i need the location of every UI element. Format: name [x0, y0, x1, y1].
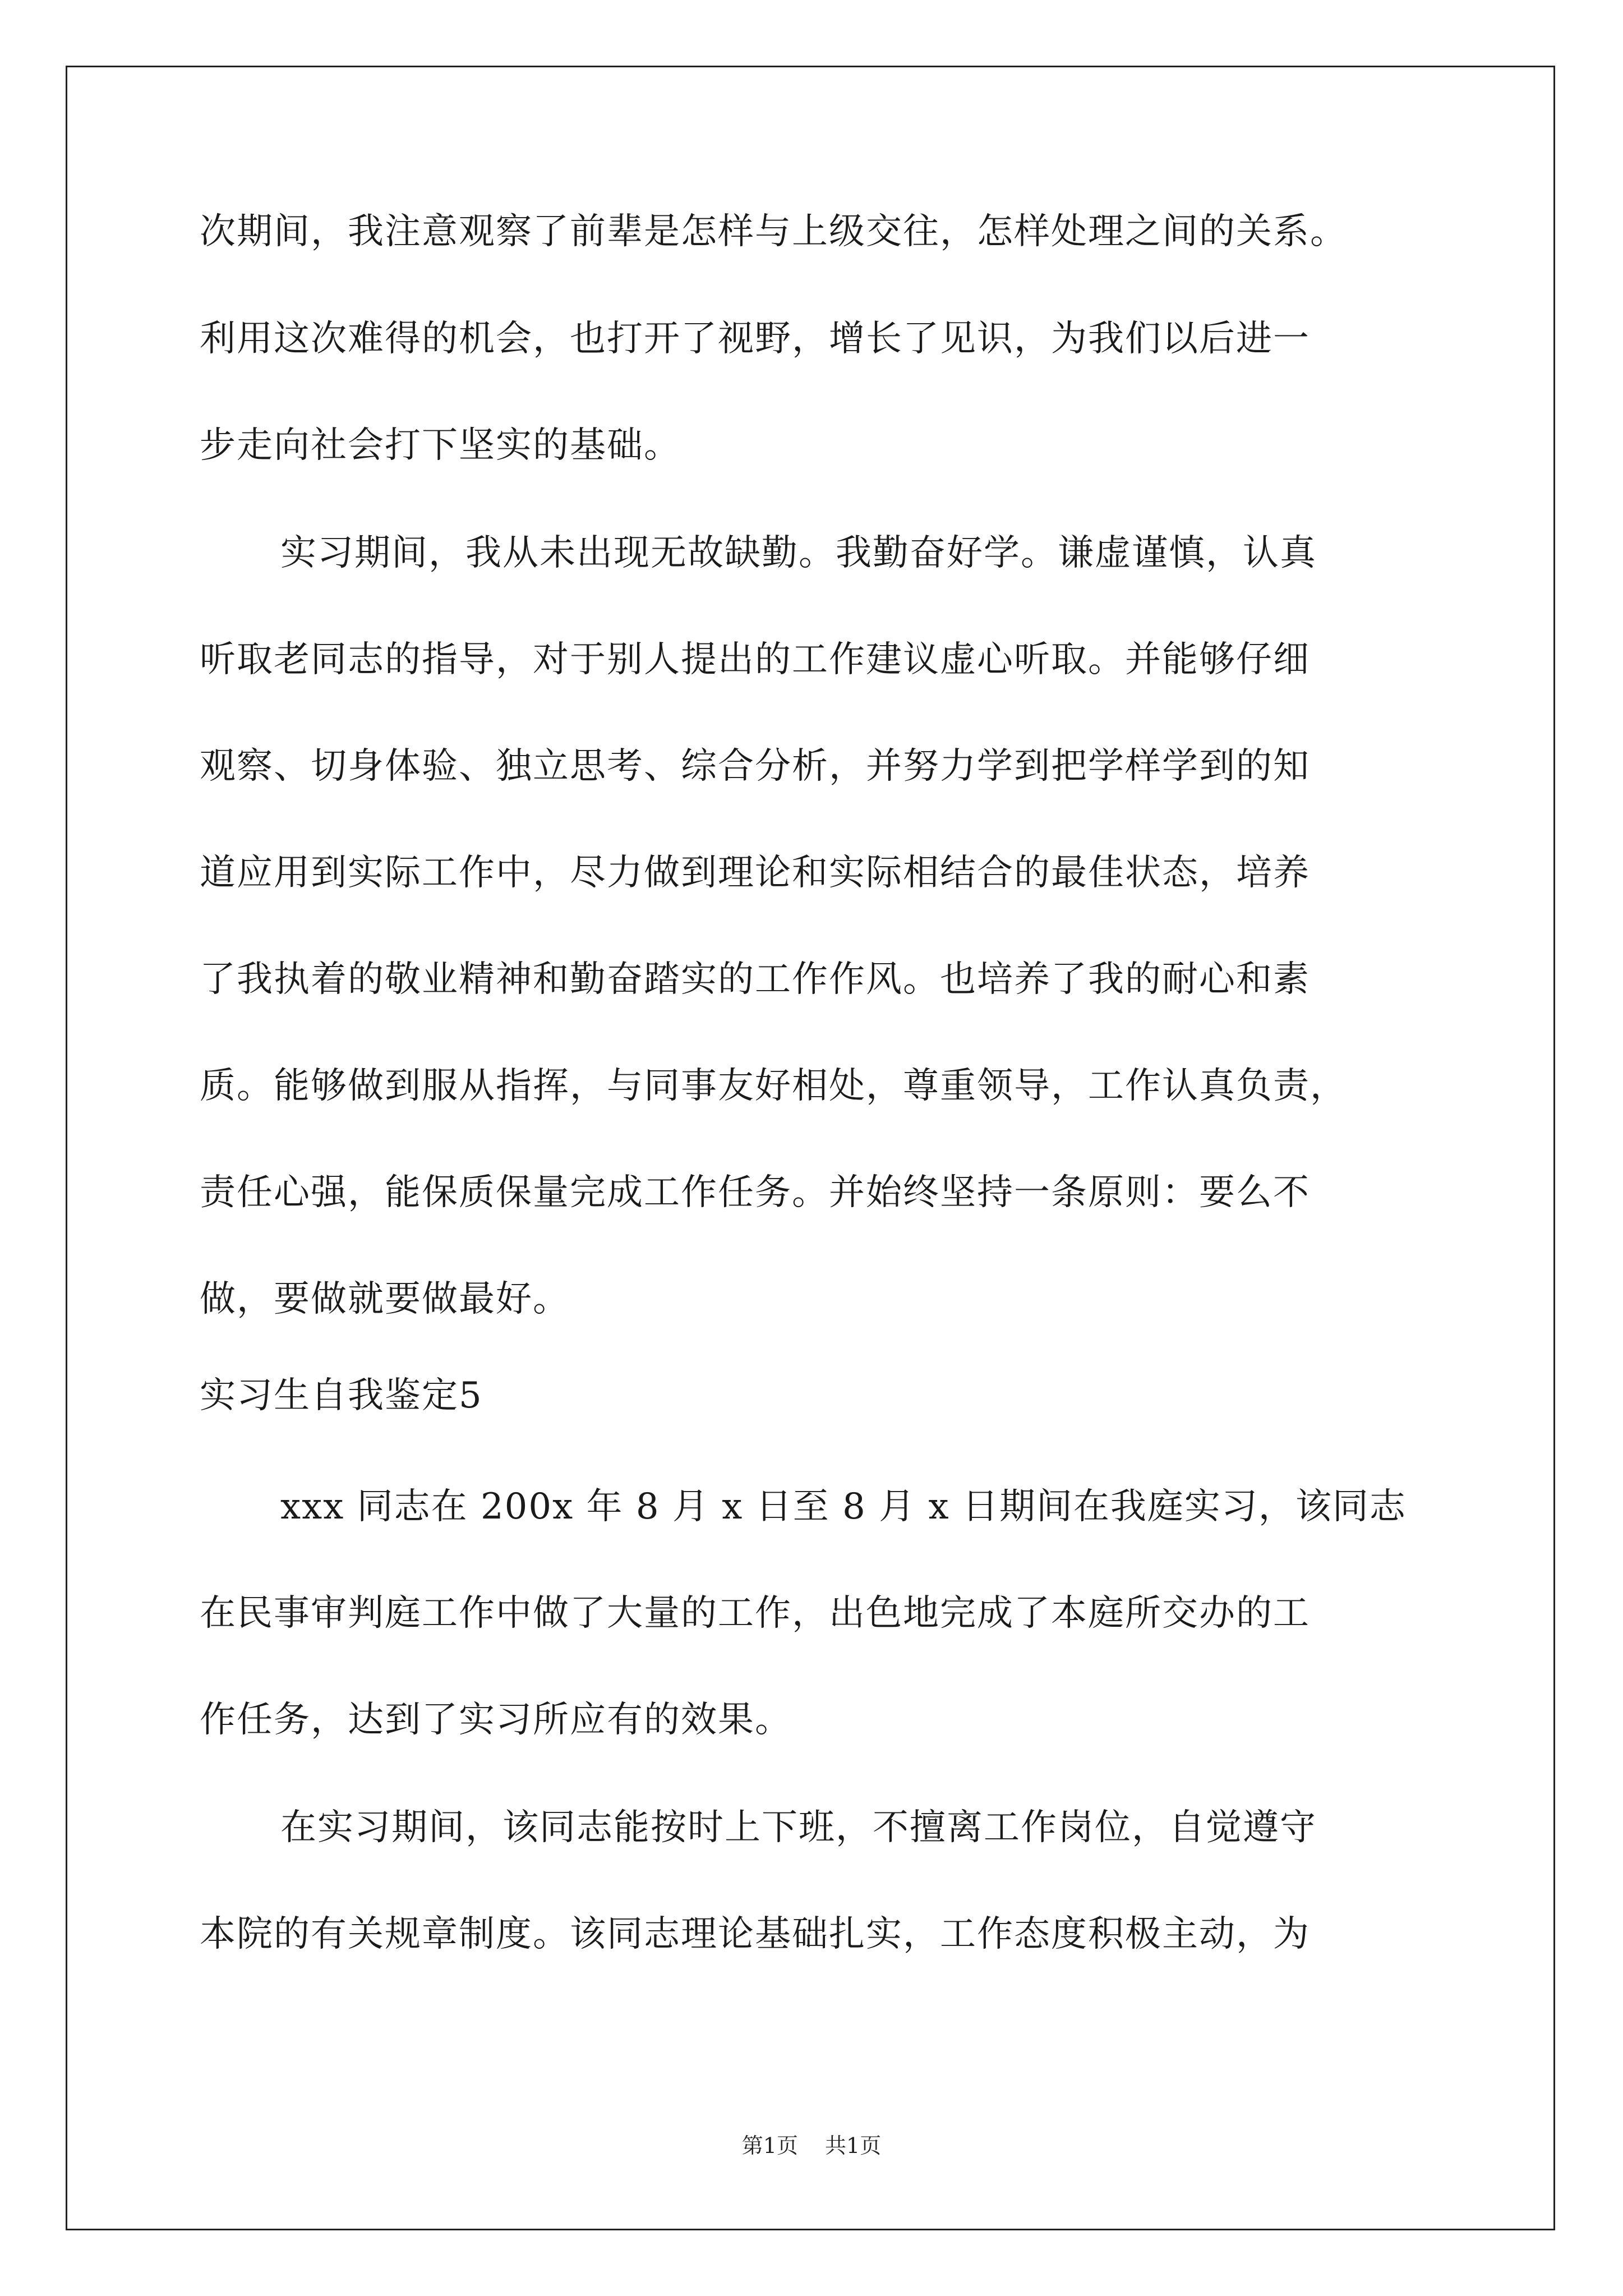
text-line: 在民事审判庭工作中做了大量的工作，出色地完成了本庭所交办的工 [200, 1593, 1310, 1634]
page-footer [0, 2132, 1623, 2160]
paragraph-first-line: 在实习期间，该同志能按时上下班，不擅离工作岗位，自觉遵守 [280, 1807, 1317, 1848]
section-heading: 实习生自我鉴定5 [200, 1375, 483, 1416]
text-line: 做，要做就要做最好。 [200, 1278, 570, 1320]
text-line: 次期间，我注意观察了前辈是怎样与上级交往，怎样处理之间的关系。 [200, 211, 1347, 252]
paragraph-first-line: xxx 同志在 200x 年 8 月 x 日至 8 月 x 日期间在我庭实习，该同志 [280, 1486, 1407, 1527]
text-line: 责任心强，能保质保量完成工作任务。并始终坚持一条原则：要么不 [200, 1172, 1310, 1213]
text-line: 观察、切身体验、独立思考、综合分析，并努力学到把学样学到的知 [200, 746, 1310, 787]
text-line: 了我执着的敬业精神和勤奋踏实的工作作风。也培养了我的耐心和素 [200, 959, 1310, 1000]
text-line: 步走向社会打下坚实的基础。 [200, 425, 681, 466]
text-line: 质。能够做到服从指挥，与同事友好相处，尊重领导，工作认真负责， [200, 1065, 1347, 1107]
text-line: 本院的有关规章制度。该同志理论基础扎实，工作态度积极主动，为 [200, 1913, 1310, 1955]
paragraph-first-line: 实习期间，我从未出现无故缺勤。我勤奋好学。谦虚谨慎，认真 [280, 532, 1317, 574]
text-line: 作任务，达到了实习所应有的效果。 [200, 1699, 792, 1741]
text-line: 道应用到实际工作中，尽力做到理论和实际相结合的最佳状态，培养 [200, 852, 1310, 894]
text-line: 利用这次难得的机会，也打开了视野，增长了见识，为我们以后进一 [200, 318, 1310, 360]
page-number: 第1页 [741, 2133, 798, 2158]
page-total: 共1页 [825, 2133, 882, 2158]
text-line: 听取老同志的指导，对于别人提出的工作建议虚心听取。并能够仔细 [200, 639, 1310, 680]
page-border [66, 66, 1555, 2230]
